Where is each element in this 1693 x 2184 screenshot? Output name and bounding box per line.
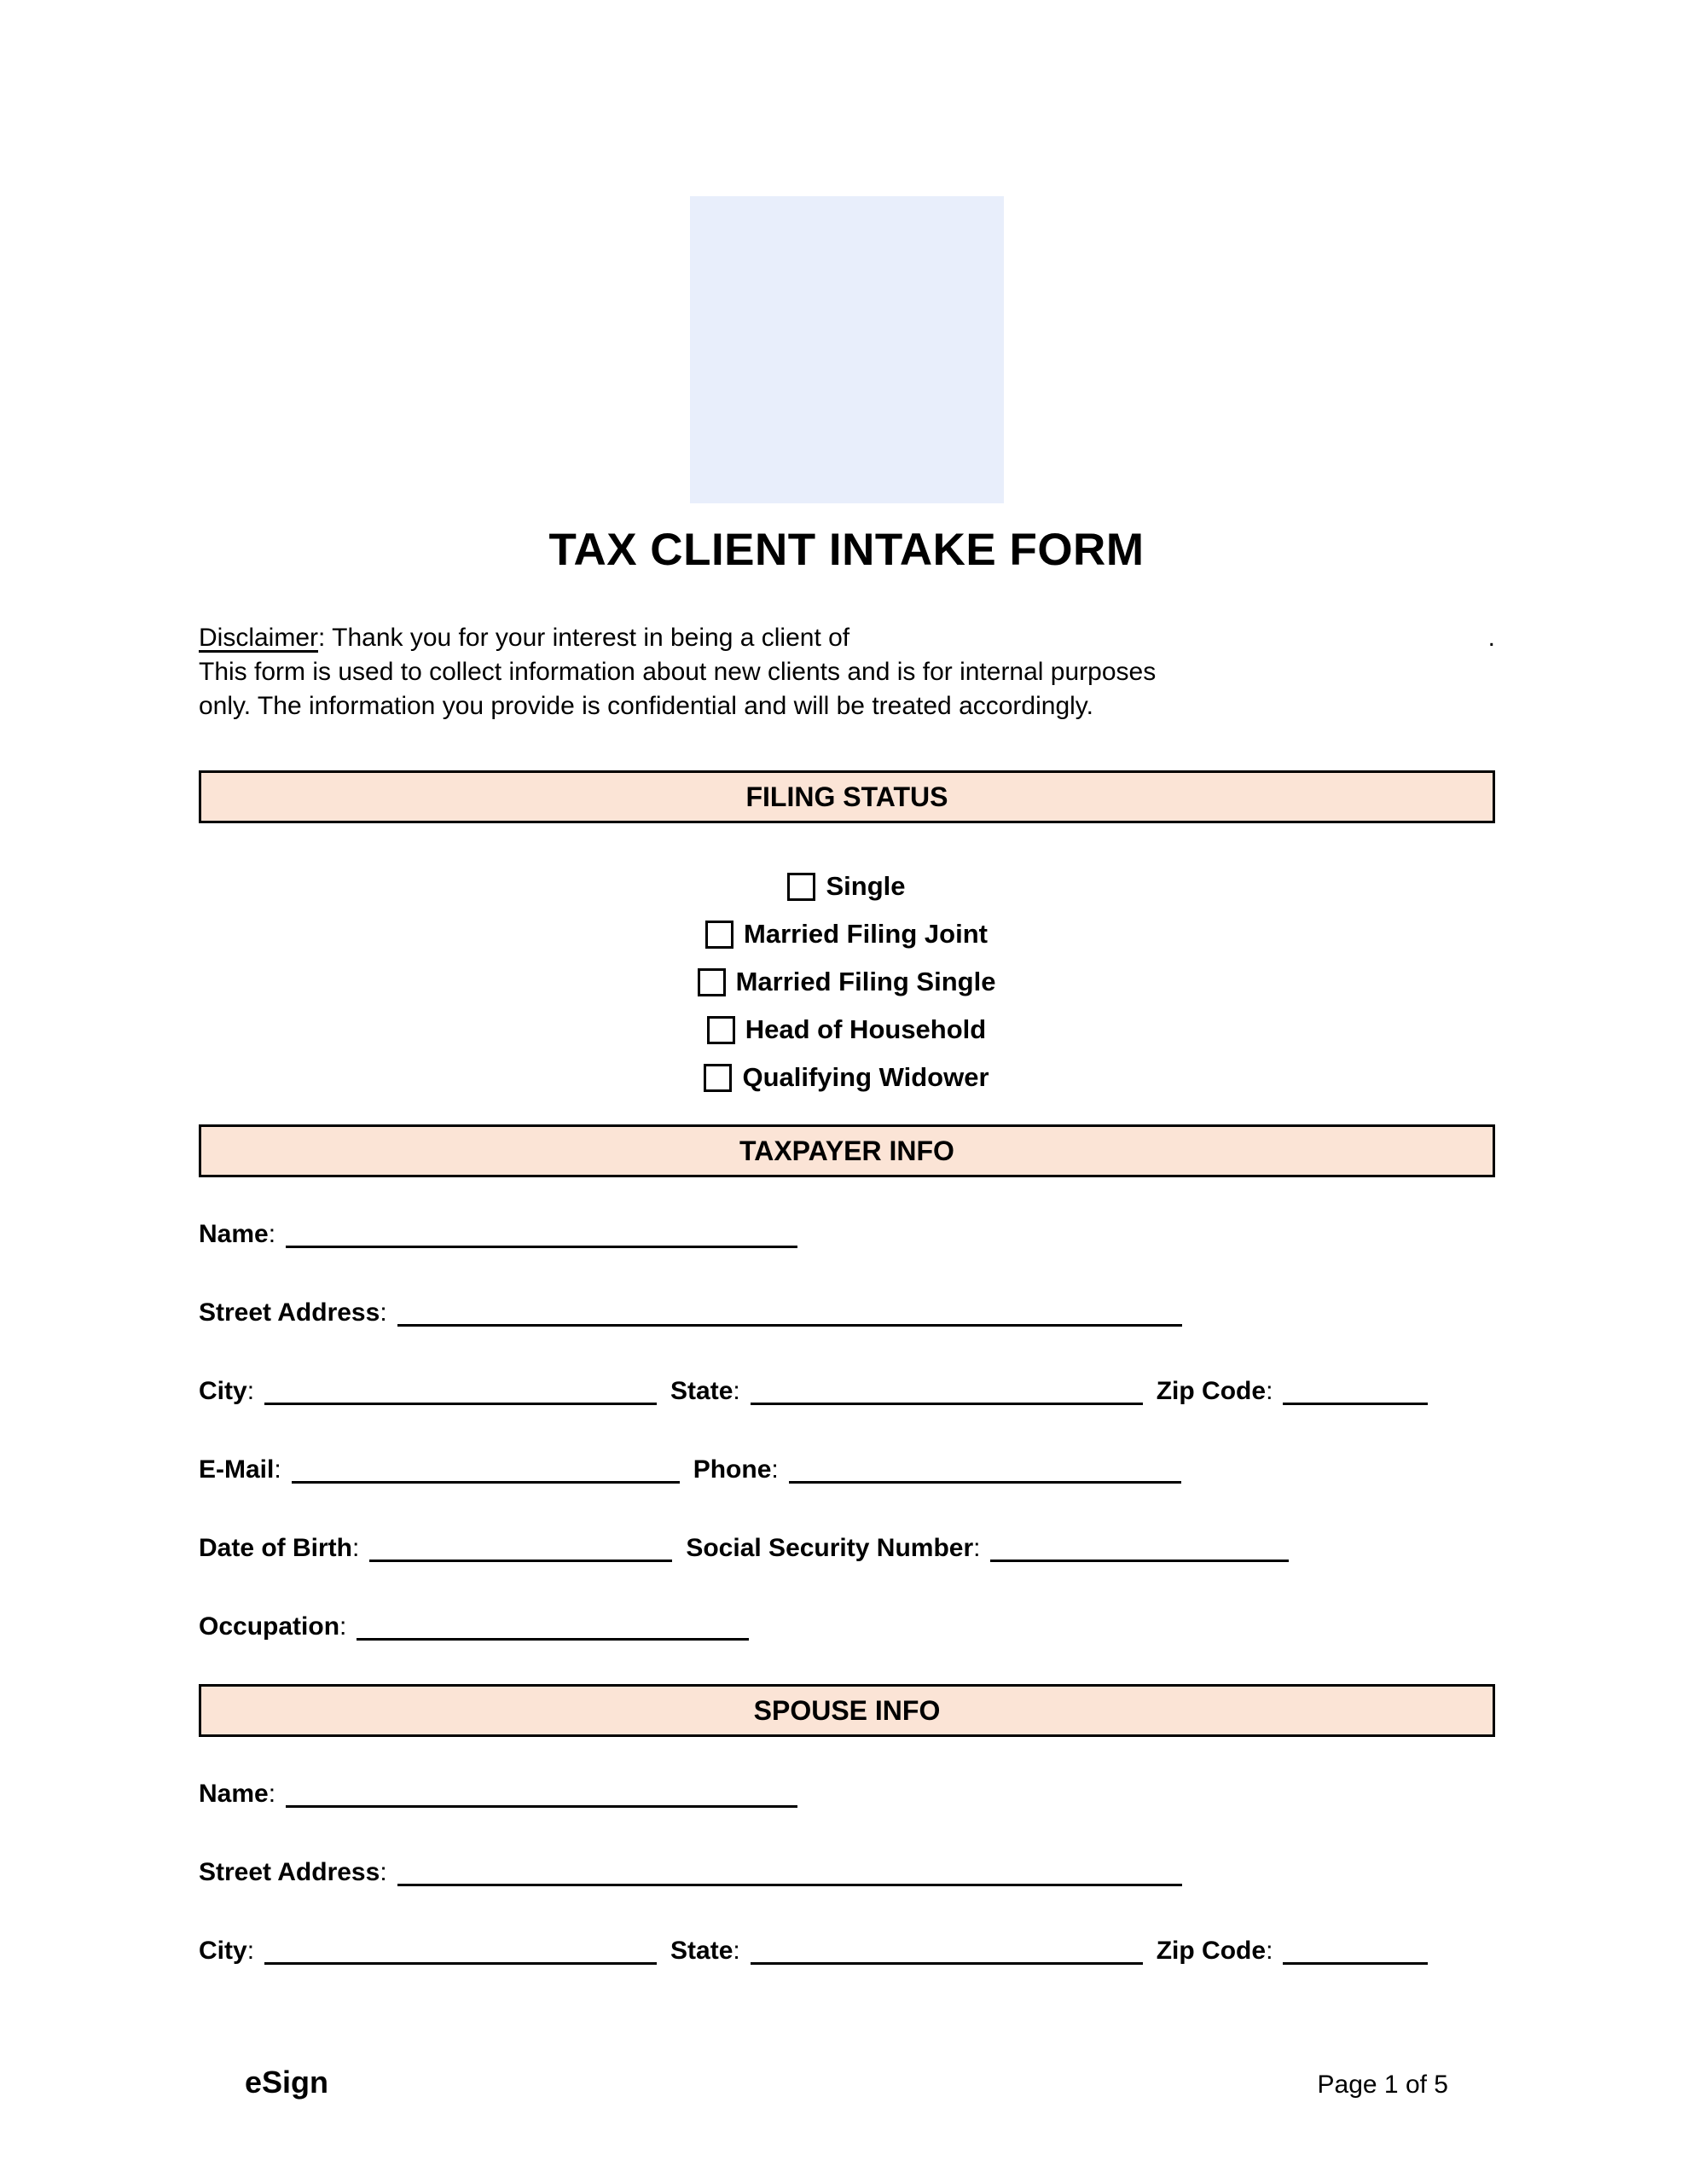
label-colon: :: [1266, 1377, 1273, 1405]
disclaimer-paragraph: [199, 621, 1495, 723]
disclaimer-line1-period: .: [1487, 624, 1495, 652]
disclaimer-after-label: : Thank you for your interest in being a client of: [318, 624, 850, 652]
label-colon: :: [1266, 1937, 1273, 1965]
disclaimer-line1-text: [199, 621, 849, 655]
option-head-of-household[interactable]: [0, 1006, 1693, 1054]
field-label-text: E-Mail: [199, 1455, 275, 1484]
checkbox-icon[interactable]: [704, 1064, 732, 1092]
label-colon: :: [246, 1377, 255, 1405]
spouse-fields: [199, 1780, 1495, 1971]
field-label-text: Name: [199, 1780, 269, 1808]
taxpayer-info-title: TAXPAYER INFO: [739, 1135, 954, 1166]
field-label-text: Street Address: [199, 1298, 380, 1327]
taxpayer-occupation-line[interactable]: [357, 1638, 749, 1641]
disclaimer-line-2: This form is used to collect information about new clients and is for internal purposes: [199, 658, 1157, 686]
checkbox-icon[interactable]: [787, 873, 815, 901]
spouse-street-address-label: [199, 1858, 387, 1886]
page-footer: [245, 2065, 1448, 2100]
taxpayer-city-label: [199, 1377, 254, 1405]
taxpayer-ssn-label: [686, 1534, 980, 1562]
option-qualifying-widower-label: Qualifying Widower: [742, 1062, 989, 1092]
field-label-text: Date of Birth: [199, 1534, 352, 1562]
option-married-filing-single[interactable]: [0, 958, 1693, 1006]
company-name-blank-line[interactable]: [849, 621, 1488, 655]
taxpayer-phone-label: [693, 1455, 779, 1484]
label-colon: :: [268, 1780, 276, 1808]
disclaimer-label: Disclaimer: [199, 624, 319, 652]
checkbox-icon[interactable]: [707, 1016, 735, 1044]
taxpayer-fields: [199, 1220, 1495, 1647]
option-single-label: Single: [826, 871, 906, 901]
spouse-city-label: [199, 1937, 254, 1965]
option-married-filing-joint-label: Married Filing Joint: [744, 919, 988, 949]
spouse-state-line[interactable]: [751, 1962, 1143, 1965]
taxpayer-email-line[interactable]: [292, 1481, 680, 1484]
taxpayer-state-label: [670, 1377, 740, 1405]
taxpayer-state-line[interactable]: [751, 1403, 1143, 1405]
field-label-text: Phone: [693, 1455, 772, 1484]
field-label-text: State: [670, 1377, 733, 1405]
field-label-text: Zip Code: [1156, 1937, 1267, 1965]
field-label-text: Social Security Number: [686, 1534, 974, 1562]
taxpayer-ssn-line[interactable]: [990, 1560, 1289, 1562]
taxpayer-email-phone-row: [199, 1455, 1495, 1490]
option-qualifying-widower[interactable]: [0, 1054, 1693, 1101]
section-header-filing-status: [199, 770, 1495, 823]
taxpayer-dob-line[interactable]: [369, 1560, 672, 1562]
spouse-zip-line[interactable]: [1283, 1962, 1428, 1965]
label-colon: :: [973, 1534, 981, 1562]
taxpayer-phone-line[interactable]: [789, 1481, 1181, 1484]
taxpayer-email-label: [199, 1455, 281, 1484]
field-label-text: Zip Code: [1156, 1377, 1267, 1405]
spouse-info-title: SPOUSE INFO: [753, 1694, 941, 1726]
taxpayer-city-line[interactable]: [264, 1403, 657, 1405]
label-colon: :: [771, 1455, 779, 1484]
taxpayer-dob-ssn-row: [199, 1534, 1495, 1568]
option-single[interactable]: [0, 863, 1693, 910]
page-indicator: Page 1 of 5: [1317, 2071, 1448, 2099]
field-label-text: State: [670, 1937, 733, 1965]
taxpayer-occupation-label: [199, 1612, 346, 1641]
esign-logo: eSign: [245, 2065, 329, 2100]
taxpayer-dob-label: [199, 1534, 359, 1562]
spouse-city-line[interactable]: [264, 1962, 657, 1965]
disclaimer-line-1: [199, 621, 1495, 655]
option-married-filing-single-label: Married Filing Single: [735, 967, 996, 996]
label-colon: :: [733, 1937, 740, 1965]
spouse-street-address-line[interactable]: [397, 1884, 1182, 1886]
taxpayer-name-label: [199, 1220, 275, 1248]
taxpayer-city-state-zip-row: [199, 1377, 1495, 1411]
taxpayer-zip-label: [1157, 1377, 1273, 1405]
spouse-name-line[interactable]: [286, 1805, 797, 1808]
spouse-city-state-zip-row: [199, 1937, 1495, 1971]
label-colon: :: [268, 1220, 276, 1248]
field-label-text: City: [199, 1937, 247, 1965]
filing-status-options: [0, 863, 1693, 1101]
label-colon: :: [246, 1937, 255, 1965]
label-colon: :: [380, 1858, 387, 1886]
filing-status-title: FILING STATUS: [745, 781, 948, 812]
label-colon: :: [380, 1298, 387, 1327]
label-colon: :: [352, 1534, 360, 1562]
taxpayer-occupation-row: [199, 1612, 1495, 1647]
taxpayer-street-address-label: [199, 1298, 387, 1327]
page-title: TAX CLIENT INTAKE FORM: [548, 525, 1145, 575]
checkbox-icon[interactable]: [698, 968, 726, 996]
option-head-of-household-label: Head of Household: [745, 1014, 987, 1044]
section-header-spouse-info: [199, 1684, 1495, 1737]
field-label-text: Street Address: [199, 1858, 380, 1886]
field-label-text: Occupation: [199, 1612, 340, 1641]
label-colon: :: [274, 1455, 281, 1484]
spouse-street-address-row: [199, 1858, 1495, 1892]
spouse-name-row: [199, 1780, 1495, 1814]
logo-placeholder: [690, 196, 1004, 503]
taxpayer-street-address-row: [199, 1298, 1495, 1333]
spouse-state-label: [670, 1937, 740, 1965]
disclaimer-line-3: only. The information you provide is confidential and will be treated accordingly.: [199, 692, 1093, 720]
field-label-text: City: [199, 1377, 247, 1405]
spouse-zip-label: [1157, 1937, 1273, 1965]
taxpayer-street-address-line[interactable]: [397, 1324, 1182, 1327]
checkbox-icon[interactable]: [705, 921, 733, 949]
taxpayer-zip-line[interactable]: [1283, 1403, 1428, 1405]
option-married-filing-joint[interactable]: [0, 910, 1693, 958]
field-label-text: Name: [199, 1220, 269, 1248]
taxpayer-name-row: [199, 1220, 1495, 1254]
section-header-taxpayer-info: [199, 1124, 1495, 1177]
spouse-name-label: [199, 1780, 275, 1808]
label-colon: :: [339, 1612, 347, 1641]
taxpayer-name-line[interactable]: [286, 1246, 797, 1248]
label-colon: :: [733, 1377, 740, 1405]
